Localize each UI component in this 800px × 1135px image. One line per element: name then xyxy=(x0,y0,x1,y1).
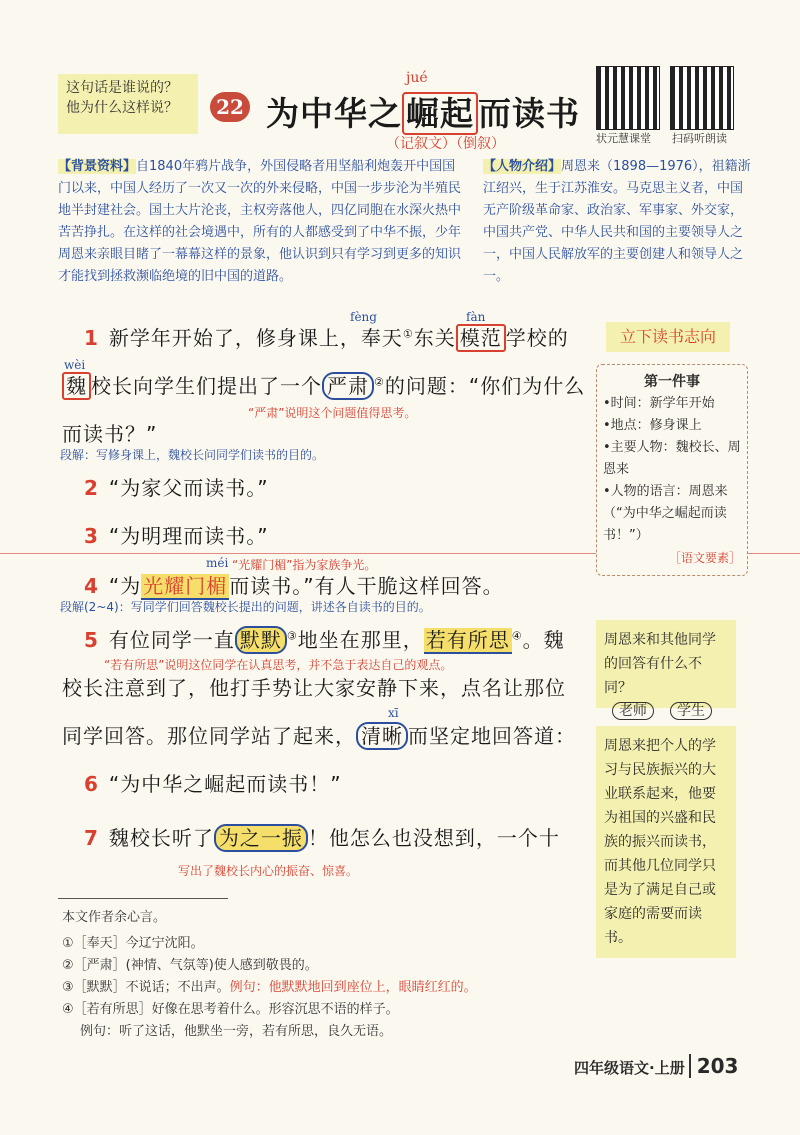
paragraph-1-line-1 xyxy=(84,322,569,351)
text: 同学回答。那位同学站了起来， xyxy=(62,724,356,748)
pinyin-wei: wèi xyxy=(64,358,86,372)
event-item: •地点：修身课上 xyxy=(603,418,702,433)
annotation-note: 写出了魏校长内心的振奋、惊喜。 xyxy=(178,864,359,878)
text: “为家父而读书。” xyxy=(108,476,269,500)
keyword-box: 魏 xyxy=(62,372,91,400)
qr2-label: 扫码听朗读 xyxy=(672,132,727,145)
event-item: •人物的语言：周恩来（“为中华之崛起而读书！”） xyxy=(603,484,728,543)
text: ！他怎么也没想到，一个十 xyxy=(307,826,560,850)
paragraph-number: 1 xyxy=(84,326,99,350)
title-part-3: 而读书 xyxy=(478,94,580,133)
text: 而读书。”有人干脆这样回答。 xyxy=(229,574,504,598)
figure-text: 周恩来（1898—1976），祖籍浙江绍兴，生于江苏淮安。马克思主义者，中国无产阶级革命家、政治家、军事家、外交家，中国共产党、中华人民共和国的主要领导人之一，中国人民解放军的主要创建人和领导人之一。 xyxy=(483,159,751,284)
highlighted-phrase: 光耀门楣 xyxy=(143,574,228,598)
title-part-1: 为中华之 xyxy=(266,94,402,133)
paragraph-6 xyxy=(84,768,342,797)
paragraph-5-line-1 xyxy=(84,624,565,653)
paragraph-1-line-2 xyxy=(62,370,585,399)
page-title xyxy=(266,88,580,135)
event-box xyxy=(596,364,748,576)
paragraph-4 xyxy=(84,570,504,599)
keyword-circle: 清晰 xyxy=(356,722,408,750)
footnote-1: ①［奉天］今辽宁沈阳。 xyxy=(62,936,204,951)
keyword-circle: 默默 xyxy=(235,626,287,654)
paragraph-5-line-2: 校长注意到了，他打手势让大家安静下来，点名让那位 xyxy=(62,676,566,700)
paragraph-number: 5 xyxy=(84,628,99,652)
role-student: 学生 xyxy=(670,702,712,720)
question-note: 这句话是谁说的？他为什么这样说？ xyxy=(58,74,198,134)
footnote-ref: ① xyxy=(402,327,414,341)
keyword-circle: 严肃 xyxy=(322,372,374,400)
footnote-3 xyxy=(62,976,477,995)
annotation-note: “若有所思”说明这位同学在认真思考，并不急于表达自己的观点。 xyxy=(104,658,453,672)
text: 有位同学一直 xyxy=(108,628,235,652)
qr-code-icon[interactable] xyxy=(670,66,734,130)
footnote-2: ②［严肃］(神情、气氛等)使人感到敬畏的。 xyxy=(62,958,318,973)
footnote-ref: ④ xyxy=(511,629,523,643)
paragraph-2 xyxy=(84,472,269,501)
genre-note: （记叙文）（倒叙） xyxy=(386,136,505,152)
paragraph-number: 6 xyxy=(84,772,99,796)
text: “为明理而读书。” xyxy=(108,524,269,548)
side-answer: 周恩来把个人的学习与民族振兴的大业联系起来，他要为祖国的兴盛和民族的振兴而读书，而其他几位同学只是为了满足自己或家庭的需要而读书。 xyxy=(596,726,736,958)
text: 校长向学生们提出了一个 xyxy=(91,374,322,398)
text: 的问题：“你们为什么 xyxy=(384,374,586,398)
text: 魏校长听了 xyxy=(108,826,214,850)
text: “为中华之崛起而读书！” xyxy=(108,772,342,796)
footnote-divider xyxy=(58,898,228,899)
pinyin-feng: fèng xyxy=(350,310,377,324)
annotation-note: “光耀门楣”指为家族争光。 xyxy=(232,558,377,572)
event-heading: 第一件事 xyxy=(644,374,700,390)
paragraph-number: 2 xyxy=(84,476,99,500)
text: 学校的 xyxy=(505,326,569,350)
footnote-4-example: 例句：听了这话，他默坐一旁，若有所思，良久无语。 xyxy=(80,1024,393,1039)
paragraph-number: 7 xyxy=(84,826,99,850)
pinyin-xi: xī xyxy=(388,706,399,720)
title-keyword: 崛起 xyxy=(402,92,478,135)
event-item: •主要人物：魏校长、周恩来 xyxy=(603,440,741,477)
text: 东关 xyxy=(413,326,456,350)
footnote-4: ④［若有所思］好像在思考着什么。形容沉思不语的样子。 xyxy=(62,1002,399,1017)
paragraph-number: 4 xyxy=(84,574,99,598)
paragraph-number: 3 xyxy=(84,524,99,548)
event-item: •时间：新学年开始 xyxy=(603,396,715,411)
page-footer xyxy=(574,1054,738,1078)
paragraph-5-line-3 xyxy=(62,720,576,749)
highlighted-phrase: 若有所思 xyxy=(425,628,510,652)
book-name: 四年级语文·上册 xyxy=(574,1059,685,1077)
side-title: 立下读书志向 xyxy=(606,322,730,352)
keyword-box: 模范 xyxy=(456,324,506,352)
qr-code-icon[interactable] xyxy=(596,66,660,130)
title-pinyin: jué xyxy=(406,70,428,86)
paragraph-3 xyxy=(84,520,269,549)
background-label: 【背景资料】 xyxy=(58,159,137,174)
paragraph-1-line-3: 而读书？” xyxy=(62,422,158,446)
text: 而坚定地回答道： xyxy=(408,724,576,748)
annotation-note: “严肃”说明这个问题值得思考。 xyxy=(248,406,417,420)
footnote-author: 本文作者余心言。 xyxy=(62,910,167,925)
pinyin-mei: méi xyxy=(206,556,229,570)
figure-label: 【人物介绍】 xyxy=(483,159,562,174)
text: 新学年开始了，修身课上，奉天 xyxy=(108,326,403,350)
role-teacher: 老师 xyxy=(612,702,654,720)
text: “为 xyxy=(108,574,142,598)
keyword-circle: 为之一振 xyxy=(214,824,308,852)
figure-info xyxy=(483,156,753,288)
background-info xyxy=(58,156,466,288)
text: 。魏 xyxy=(522,628,565,652)
text: 地坐在那里， xyxy=(297,628,424,652)
role-labels xyxy=(612,700,728,720)
event-tag: ［语文要素］ xyxy=(668,551,741,565)
footnote-example: 例句：他默默地回到座位上，眼睛红红的。 xyxy=(229,980,477,995)
paragraph-7 xyxy=(84,822,560,851)
qr1-label: 状元慧课堂 xyxy=(596,132,651,145)
footnote-text: ③［默默］不说话；不出声。 xyxy=(62,980,230,995)
segment-explanation: 段解：写修身课上，魏校长问同学们读书的目的。 xyxy=(60,448,325,462)
footnote-ref: ③ xyxy=(286,629,298,643)
footnote-ref: ② xyxy=(374,375,385,389)
page-number: 203 xyxy=(689,1054,739,1078)
pinyin-fan: fàn xyxy=(466,310,486,324)
segment-explanation: 段解(2~4)：写同学们回答魏校长提出的问题，讲述各自读书的目的。 xyxy=(60,600,431,614)
background-text: 自1840年鸦片战争，外国侵略者用坚船利炮轰开中国国门以来，中国人经历了一次又一次的外来侵略，中国一步步沦为半殖民地半封建社会。国土大片沦丧，主权旁落他人，四亿同胞在水深火热中苦苦挣扎。在这样的社会境遇中，所有的人都感受到了中华不振，少年周恩来亲眼目睹了一幕幕这样的景象，他认识到只有学习到更多的知识才能找到拯救濒临绝境的旧中国的道路。 xyxy=(58,159,462,284)
side-question: 周恩来和其他同学的回答有什么不同？ xyxy=(596,620,736,708)
lesson-number-badge: 22 xyxy=(210,92,250,122)
